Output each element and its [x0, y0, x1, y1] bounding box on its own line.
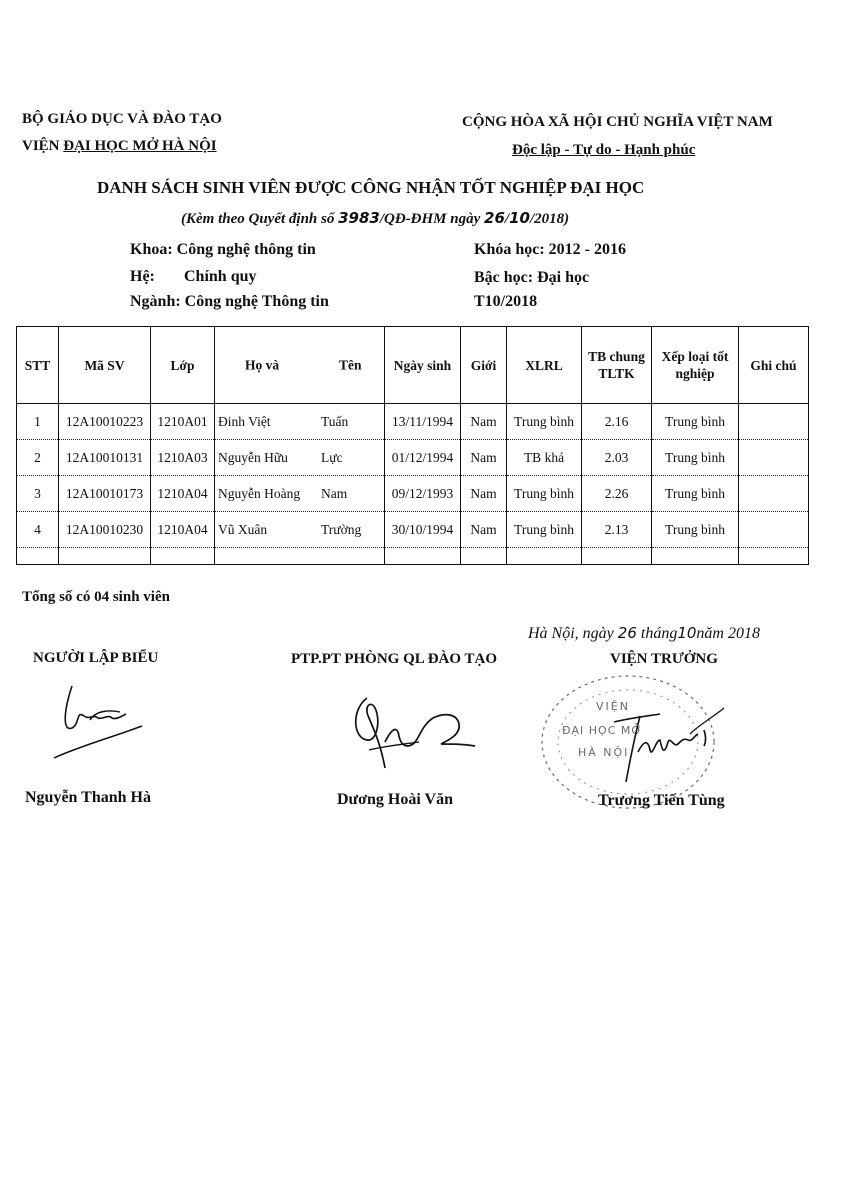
- motto: Độc lập - Tự do - Hạnh phúc: [512, 142, 696, 158]
- cell-notes: [739, 440, 809, 476]
- program-type-value: Chính quy: [184, 268, 257, 285]
- signing-date: [528, 624, 760, 643]
- deputy-head-name: Dương Hoài Văn: [337, 791, 453, 808]
- date-prefix: Hà Nội, ngày: [528, 625, 614, 642]
- cell-gpa: 2.26: [582, 476, 652, 512]
- cell-class: 1210A01: [151, 404, 215, 440]
- cell-birthdate: 09/12/1993: [385, 476, 461, 512]
- cell-birthdate: 01/12/1994: [385, 440, 461, 476]
- cell-fullname: [215, 476, 385, 512]
- cell-given-name: Tuấn: [321, 413, 349, 429]
- cell-fullname: [215, 404, 385, 440]
- institute-underlined: ĐẠI HỌC MỞ HÀ NỘI: [63, 138, 217, 154]
- graduation-batch: T10/2018: [474, 293, 538, 310]
- decision-prefix: (Kèm theo Quyết định số: [181, 211, 335, 227]
- cell-gender: Nam: [461, 512, 507, 548]
- cell-gender: Nam: [461, 404, 507, 440]
- preparer-signature-icon: [50, 680, 150, 765]
- cell-student-id: 12A10010173: [59, 476, 151, 512]
- empty-cell: [59, 548, 151, 565]
- empty-cell: [582, 548, 652, 565]
- cell-gender: Nam: [461, 440, 507, 476]
- cell-student-id: 12A10010131: [59, 440, 151, 476]
- cell-gpa: 2.13: [582, 512, 652, 548]
- decision-day: 26: [484, 209, 505, 227]
- cell-gpa: 2.03: [582, 440, 652, 476]
- faculty: Khoa: Công nghệ thông tin: [130, 241, 316, 258]
- cell-student-id: 12A10010230: [59, 512, 151, 548]
- cell-gender: Nam: [461, 476, 507, 512]
- table-header-row: [17, 327, 809, 404]
- cell-class: 1210A03: [151, 440, 215, 476]
- table-empty-row: [17, 548, 809, 565]
- cell-birthdate: 13/11/1994: [385, 404, 461, 440]
- graduates-table: [16, 326, 809, 565]
- cell-fullname: [215, 512, 385, 548]
- cell-surname: Nguyễn Hữu: [218, 449, 288, 465]
- cell-classification: Trung bình: [652, 512, 739, 548]
- header-given-name: Tên: [339, 357, 362, 373]
- stamp-line-2: ĐẠI HỌC MỞ: [562, 724, 643, 737]
- cell-stt: 3: [17, 476, 59, 512]
- major: Ngành: Công nghệ Thông tin: [130, 293, 329, 310]
- header-conduct: XLRL: [507, 327, 582, 404]
- program-type-label: Hệ:: [130, 268, 155, 285]
- empty-cell: [652, 548, 739, 565]
- empty-cell: [17, 548, 59, 565]
- cell-conduct: TB khá: [507, 440, 582, 476]
- stamp-line-1: VIỆN: [596, 700, 630, 713]
- cell-birthdate: 30/10/1994: [385, 512, 461, 548]
- cell-given-name: Nam: [321, 485, 348, 501]
- preparer-name: Nguyễn Thanh Hà: [25, 789, 151, 806]
- table-row: [17, 476, 809, 512]
- institute-prefix: VIỆN: [22, 138, 64, 154]
- decision-middle: /QĐ-ĐHM ngày: [379, 211, 481, 227]
- cell-surname: Nguyễn Hoàng: [218, 485, 301, 501]
- document-title: DANH SÁCH SINH VIÊN ĐƯỢC CÔNG NHẬN TỐT NGHIỆP ĐẠI HỌC: [97, 178, 645, 197]
- header-gpa: TB chung TLTK: [582, 327, 652, 404]
- director-title: VIỆN TRƯỞNG: [610, 651, 718, 667]
- date-month: 10: [677, 624, 697, 642]
- header-fullname: [215, 327, 385, 404]
- empty-cell: [507, 548, 582, 565]
- cell-conduct: Trung bình: [507, 476, 582, 512]
- cell-classification: Trung bình: [652, 404, 739, 440]
- decision-suffix: /2018): [529, 211, 570, 227]
- director-name: Trương Tiến Tùng: [598, 792, 725, 809]
- cell-classification: Trung bình: [652, 476, 739, 512]
- header-class: Lớp: [151, 327, 215, 404]
- cell-stt: 2: [17, 440, 59, 476]
- empty-cell: [739, 548, 809, 565]
- table-row: [17, 404, 809, 440]
- cell-notes: [739, 512, 809, 548]
- cohort: Khóa học: 2012 - 2016: [474, 241, 626, 258]
- cell-surname: Đinh Việt: [218, 413, 271, 429]
- cell-given-name: Trường: [321, 521, 362, 537]
- header-student-id: Mã SV: [59, 327, 151, 404]
- header-gender: Giới: [461, 327, 507, 404]
- date-middle: tháng: [640, 625, 678, 642]
- cell-stt: 1: [17, 404, 59, 440]
- cell-notes: [739, 404, 809, 440]
- table-row: [17, 512, 809, 548]
- cell-classification: Trung bình: [652, 440, 739, 476]
- cell-surname: Vũ Xuân: [218, 521, 268, 537]
- decision-reference: [181, 209, 569, 228]
- cell-notes: [739, 476, 809, 512]
- deputy-head-title: PTP.PT PHÒNG QL ĐÀO TẠO: [291, 651, 498, 667]
- cell-student-id: 12A10010223: [59, 404, 151, 440]
- stamp-line-3: HÀ NỘI: [578, 746, 630, 759]
- header-surname: Họ và: [245, 357, 280, 373]
- empty-cell: [461, 548, 507, 565]
- cell-stt: 4: [17, 512, 59, 548]
- empty-cell: [385, 548, 461, 565]
- cell-conduct: Trung bình: [507, 512, 582, 548]
- degree-level: Bậc học: Đại học: [474, 269, 590, 286]
- header-notes: Ghi chú: [739, 327, 809, 404]
- header-stt: STT: [17, 327, 59, 404]
- header-classification: Xếp loại tốt nghiệp: [652, 327, 739, 404]
- decision-sep: /: [504, 211, 510, 227]
- institute-name: [22, 138, 217, 155]
- decision-number: 3983: [338, 209, 380, 227]
- cell-fullname: [215, 440, 385, 476]
- cell-given-name: Lực: [321, 449, 343, 465]
- empty-cell: [215, 548, 385, 565]
- empty-cell: [151, 548, 215, 565]
- cell-class: 1210A04: [151, 476, 215, 512]
- director-signature-icon: [600, 700, 730, 800]
- decision-month: 10: [509, 209, 530, 227]
- preparer-title: NGƯỜI LẬP BIỂU: [33, 650, 159, 666]
- table-row: [17, 440, 809, 476]
- date-suffix: năm 2018: [696, 625, 760, 642]
- deputy-head-signature-icon: [345, 690, 480, 780]
- country-name: CỘNG HÒA XÃ HỘI CHỦ NGHĨA VIỆT NAM: [462, 114, 773, 130]
- total-count: Tổng số có 04 sinh viên: [22, 589, 170, 605]
- header-birthdate: Ngày sinh: [385, 327, 461, 404]
- cell-conduct: Trung bình: [507, 404, 582, 440]
- cell-gpa: 2.16: [582, 404, 652, 440]
- ministry-name: BỘ GIÁO DỤC VÀ ĐÀO TẠO: [22, 111, 222, 127]
- cell-class: 1210A04: [151, 512, 215, 548]
- date-day: 26: [617, 624, 637, 642]
